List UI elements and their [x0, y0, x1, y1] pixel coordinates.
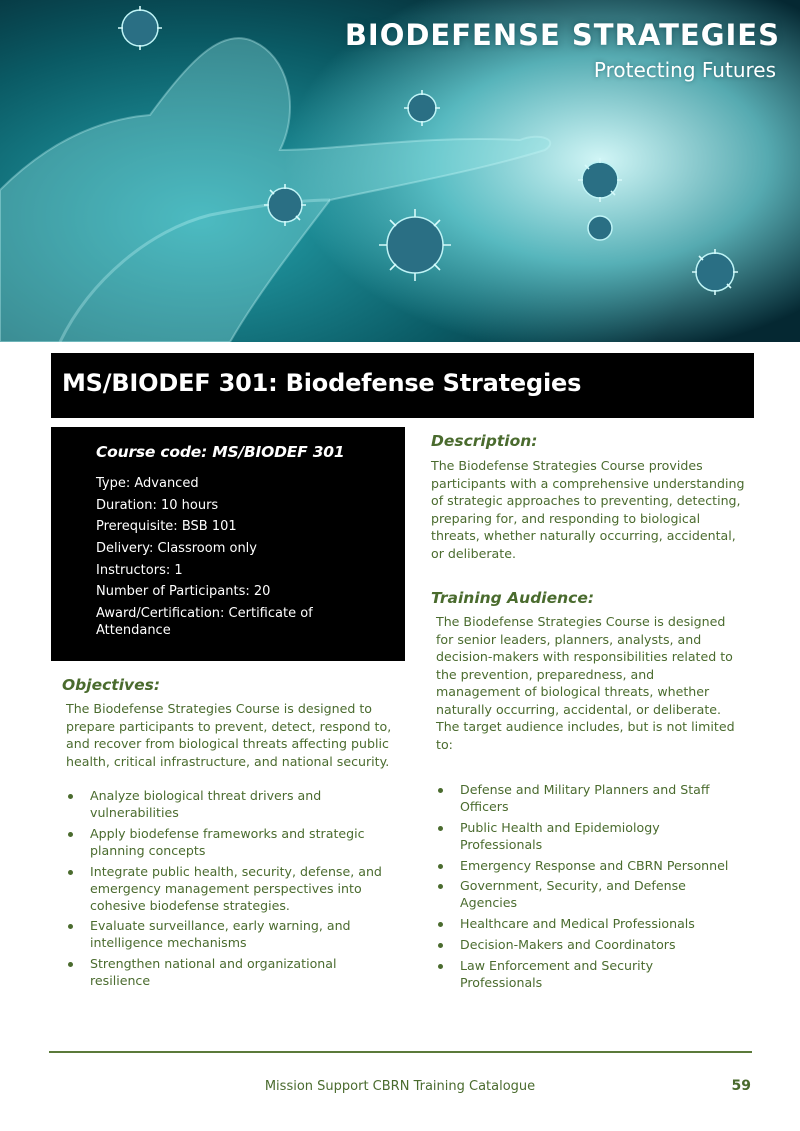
figure-silhouette: [0, 38, 550, 342]
objectives-heading: Objectives:: [62, 676, 161, 694]
course-title: MS/BIODEF 301: Biodefense Strategies: [51, 353, 754, 418]
fact-duration: Duration: 10 hours: [96, 497, 219, 513]
objectives-text: The Biodefense Strategies Course is designed to prepare participants to prevent, detect, respond to, and recover from biological threats affecting public health, critical infrastructure, and national security.: [66, 701, 392, 769]
fact-participants: Number of Participants: 20: [96, 584, 271, 600]
audience-list: [436, 781, 736, 995]
list-item: Emergency Response and CBRN Personnel: [436, 857, 736, 874]
bullet-icon: [438, 964, 443, 969]
list-item: Strengthen national and organizational resilience: [66, 955, 396, 989]
list-item: Government, Security, and Defense Agencies: [436, 877, 736, 911]
list-item: Analyze biological threat drivers and vulnerabilities: [66, 787, 396, 821]
footer-divider: [49, 1051, 752, 1053]
fact-type: Type: Advanced: [96, 476, 199, 491]
list-item: Defense and Military Planners and Staff Officers: [436, 781, 736, 815]
fact-delivery: Delivery: Classroom only: [96, 541, 257, 557]
list-item: Apply biodefense frameworks and strategic planning concepts: [66, 825, 396, 859]
course-code: Course code: MS/BIODEF 301: [96, 443, 345, 461]
list-item: Public Health and Epidemiology Professionals: [436, 819, 736, 853]
training-audience-text: The Biodefense Strategies Course is designed for senior leaders, planners, analysts, and decision-makers with responsibilities related to the prevention, preparedness, and management of biological threats, whether naturally occurring, accidental, or deliberate. The target audience includes, but is not limited to:: [436, 614, 735, 752]
training-audience-heading: Training Audience:: [431, 589, 595, 607]
description-heading: Description:: [431, 432, 538, 450]
course-info-box: [51, 427, 405, 661]
fact-award: Award/Certification: Certificate of Attendance: [96, 606, 313, 638]
description-text: The Biodefense Strategies Course provides participants with a comprehensive understanding of strategic approaches to preventing, detecting, preparing for, and responding to biological threats, whether naturally occurring, accidental, or deliberate.: [431, 458, 745, 561]
bullet-icon: [68, 924, 73, 929]
bullet-icon: [68, 794, 73, 799]
bullet-icon: [438, 788, 443, 793]
bullet-icon: [68, 832, 73, 837]
bullet-icon: [438, 864, 443, 869]
bullet-icon: [68, 870, 73, 875]
bullet-icon: [68, 962, 73, 967]
list-item: Healthcare and Medical Professionals: [436, 915, 736, 932]
list-item: Decision-Makers and Coordinators: [436, 936, 736, 953]
bullet-icon: [438, 884, 443, 889]
bullet-icon: [438, 826, 443, 831]
banner-title: BIODEFENSE STRATEGIES: [344, 18, 780, 52]
fact-instructors: Instructors: 1: [96, 562, 183, 578]
bullet-icon: [438, 922, 443, 927]
page-number: 59: [731, 1078, 751, 1094]
footer-text: Mission Support CBRN Training Catalogue: [264, 1079, 536, 1094]
fact-prerequisite: Prerequisite: BSB 101: [96, 519, 237, 535]
course-facts-list: [96, 476, 386, 644]
bullet-icon: [438, 943, 443, 948]
objectives-list: [66, 787, 396, 993]
banner-subtitle: Protecting Futures: [593, 58, 776, 82]
list-item: Evaluate surveillance, early warning, and intelligence mechanisms: [66, 917, 396, 951]
header-banner: [0, 0, 800, 342]
list-item: Integrate public health, security, defense, and emergency management perspectives into cohesive biodefense strategies.: [66, 863, 396, 914]
list-item: Law Enforcement and Security Professionals: [436, 957, 736, 991]
